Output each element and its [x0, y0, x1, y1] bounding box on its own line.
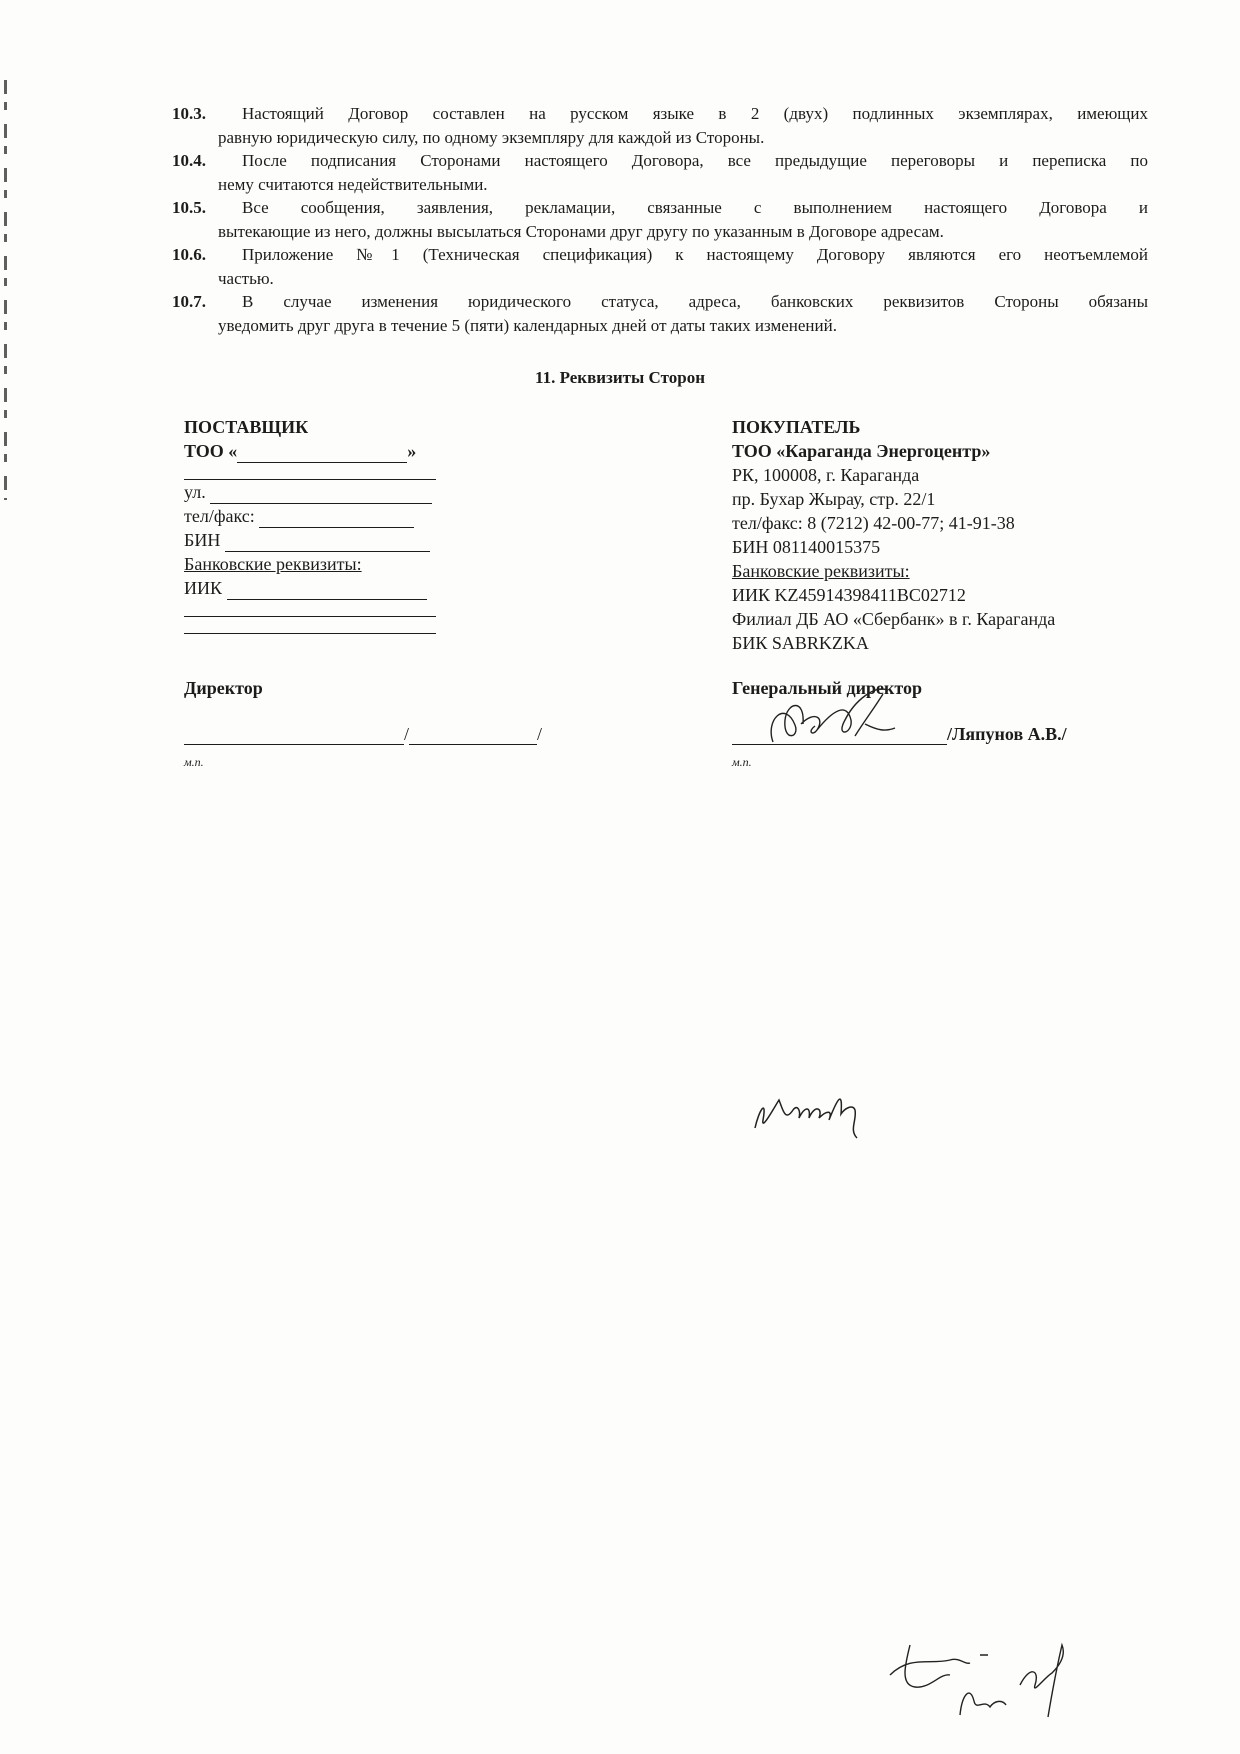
supplier-stamp-place: м.п.	[184, 755, 204, 769]
term-text: Все сообщения, заявления, рекламации, связанные с выполнением настоящего Договора и	[242, 198, 1148, 217]
supplier-phone	[184, 504, 604, 528]
handwritten-signature	[745, 1080, 915, 1140]
section-title: 11. Реквизиты Сторон	[535, 368, 705, 387]
buyer-iik: ИИК KZ45914398411BC02712	[732, 585, 966, 605]
buyer-stamp-place: м.п.	[732, 755, 752, 769]
term-item	[172, 102, 1148, 149]
term-text: После подписания Сторонами настоящего Договора, все предыдущие переговоры и переписка по	[242, 151, 1148, 170]
supplier-signature-row	[184, 724, 542, 745]
term-number: 10.3.	[172, 104, 206, 123]
buyer-bank-label: Банковские реквизиты:	[732, 561, 910, 581]
buyer-signature-row	[732, 724, 1067, 745]
supplier-company-blank[interactable]	[237, 444, 407, 463]
term-text: В случае изменения юридического статуса, адреса, банковских реквизитов Стороны обязаны	[242, 292, 1148, 311]
supplier-street-blank[interactable]	[210, 485, 432, 504]
buyer-signatory-name: /Ляпунов А.В./	[947, 724, 1067, 744]
scan-edge-artifact	[4, 80, 7, 500]
term-item	[172, 290, 1148, 337]
buyer-company: ТОО «Караганда Энергоцентр»	[732, 441, 991, 461]
buyer-bin: БИН 081140015375	[732, 537, 881, 557]
term-number: 10.4.	[172, 151, 206, 170]
term-number: 10.5.	[172, 198, 206, 217]
term-text-continuation: уведомить друг друга в течение 5 (пяти) календарных дней от даты таких изменений.	[218, 316, 837, 335]
buyer-heading: ПОКУПАТЕЛЬ	[732, 417, 861, 437]
buyer-phone: тел/факс: 8 (7212) 42-00-77; 41-91-38	[732, 513, 1015, 533]
buyer-bik: БИК SABRKZKA	[732, 633, 869, 653]
supplier-street	[184, 480, 604, 504]
term-text-continuation: частью.	[218, 269, 274, 288]
buyer-bank-branch: Филиал ДБ АО «Сбербанк» в г. Караганда	[732, 609, 1056, 629]
buyer-signature-line	[732, 726, 947, 745]
term-number: 10.6.	[172, 245, 206, 264]
supplier-iik	[184, 576, 604, 600]
supplier-company-suffix: »	[407, 441, 417, 461]
signature-slash: /	[404, 724, 410, 744]
supplier-iik-label: ИИК	[184, 578, 223, 598]
blank-line[interactable]	[184, 600, 436, 617]
contract-terms	[172, 102, 1148, 337]
buyer-address-line1: РК, 100008, г. Караганда	[732, 465, 920, 485]
supplier-phone-label: тел/факс:	[184, 506, 255, 526]
term-number: 10.7.	[172, 292, 206, 311]
term-text-continuation: вытекающие из него, должны высылаться Сторонами друг другу по указанным в Договоре адресам.	[218, 222, 944, 241]
term-text: Настоящий Договор составлен на русском языке в 2 (двух) подлинных экземплярах, имеющих	[242, 104, 1148, 123]
buyer-block	[732, 415, 1152, 655]
supplier-block	[184, 415, 604, 634]
term-item	[172, 243, 1148, 290]
initials-signatures	[870, 1615, 1100, 1725]
supplier-bank-label: Банковские реквизиты:	[184, 554, 362, 574]
term-text: Приложение №1 (Техническая спецификация) к настоящему Договору являются его неотъемлемой	[242, 245, 1148, 264]
term-item	[172, 149, 1148, 196]
supplier-iik-blank[interactable]	[227, 581, 427, 600]
supplier-bin-blank[interactable]	[225, 533, 430, 552]
buyer-signatory-title: Генеральный директор	[732, 678, 922, 698]
supplier-company	[184, 439, 604, 463]
supplier-bin-label: БИН	[184, 530, 221, 550]
supplier-company-prefix: ТОО «	[184, 441, 238, 461]
supplier-street-label: ул.	[184, 482, 206, 502]
supplier-name-blank[interactable]	[409, 726, 537, 745]
supplier-phone-blank[interactable]	[259, 509, 414, 528]
term-item	[172, 196, 1148, 243]
supplier-signatory-title: Директор	[184, 678, 263, 698]
signature-slash: /	[537, 724, 543, 744]
blank-line[interactable]	[184, 617, 436, 634]
term-text-continuation: нему считаются недействительными.	[218, 175, 488, 194]
supplier-bin	[184, 528, 604, 552]
supplier-heading: ПОСТАВЩИК	[184, 417, 309, 437]
buyer-address-line2: пр. Бухар Жырау, стр. 22/1	[732, 489, 936, 509]
term-text-continuation: равную юридическую силу, по одному экземпляру для каждой из Стороны.	[218, 128, 765, 147]
blank-line[interactable]	[184, 463, 436, 480]
supplier-signature-blank[interactable]	[184, 726, 404, 745]
